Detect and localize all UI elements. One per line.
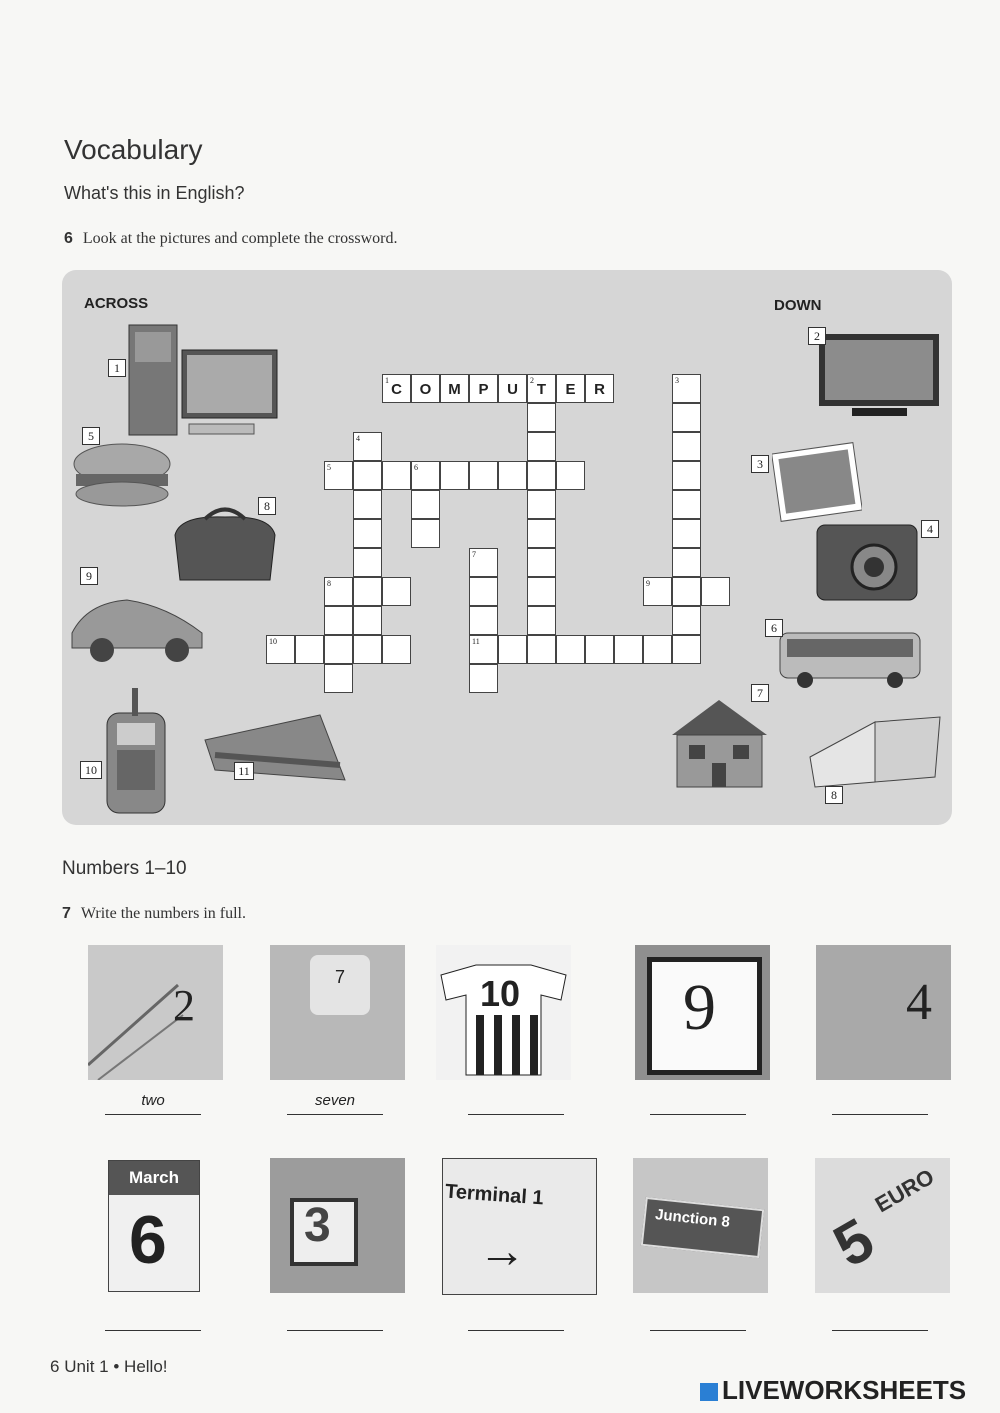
across-tag-10: 10: [80, 761, 102, 779]
shown-number: 7: [335, 967, 346, 987]
grid-cell[interactable]: [614, 635, 643, 664]
grid-cell[interactable]: 2 T: [527, 374, 556, 403]
grid-cell[interactable]: [527, 432, 556, 461]
exercise-number: 7: [62, 905, 71, 922]
shown-number: 3: [304, 1199, 331, 1252]
grid-cell[interactable]: [672, 548, 701, 577]
down-tag-8: 8: [825, 786, 843, 804]
number-picture-keyboard: [270, 945, 405, 1080]
grid-cell[interactable]: [643, 635, 672, 664]
grid-cell[interactable]: [498, 461, 527, 490]
grid-cell[interactable]: 3: [672, 374, 701, 403]
grid-cell[interactable]: [353, 577, 382, 606]
grid-cell[interactable]: [672, 635, 701, 664]
grid-cell[interactable]: [527, 490, 556, 519]
grid-cell[interactable]: 1 C: [382, 374, 411, 403]
grid-cell[interactable]: [324, 635, 353, 664]
brand-text: LIVEWORKSHEETS: [722, 1375, 967, 1405]
phone-picture: [102, 688, 177, 818]
grid-cell[interactable]: [353, 606, 382, 635]
shown-number: 2: [173, 981, 195, 1030]
bag-picture: [170, 505, 280, 585]
book-picture: [805, 712, 945, 792]
grid-cell[interactable]: [556, 461, 585, 490]
computer-picture: [127, 320, 287, 450]
page-footer: [50, 1357, 168, 1377]
grid-cell[interactable]: [353, 490, 382, 519]
number-picture-junction: [633, 1158, 768, 1293]
grid-cell[interactable]: [672, 490, 701, 519]
grid-cell[interactable]: 8: [324, 577, 353, 606]
number-picture-plaque: [635, 945, 770, 1080]
answer-line[interactable]: seven: [287, 1092, 383, 1115]
down-heading: DOWN: [774, 297, 822, 314]
grid-cell[interactable]: [324, 664, 353, 693]
section-title: Vocabulary: [64, 134, 203, 165]
grid-cell[interactable]: [527, 606, 556, 635]
exercise-7-instruction: [62, 905, 246, 923]
photo-picture: [772, 442, 862, 522]
grid-cell[interactable]: 6: [411, 461, 440, 490]
grid-cell[interactable]: 7: [469, 548, 498, 577]
lesson-title: Hello!: [124, 1357, 168, 1376]
grid-cell[interactable]: 9: [643, 577, 672, 606]
shown-number: 5: [822, 1205, 885, 1280]
grid-cell[interactable]: [672, 577, 701, 606]
clock-graphic: [88, 945, 223, 1080]
shown-number: 9: [683, 971, 716, 1044]
exercise-text: Look at the pictures and complete the crossword.: [82, 230, 398, 247]
grid-cell[interactable]: [585, 635, 614, 664]
crossword-panel: [62, 270, 952, 825]
number-picture-sign: [270, 1158, 405, 1293]
unit-label: Unit 1: [64, 1357, 109, 1376]
grid-cell[interactable]: [469, 664, 498, 693]
grid-cell[interactable]: E: [556, 374, 585, 403]
down-tag-7: 7: [751, 684, 769, 702]
answer-line[interactable]: [287, 1308, 383, 1331]
liveworksheets-logo: [700, 1375, 966, 1406]
bus-picture: [775, 625, 925, 690]
grid-cell[interactable]: [672, 519, 701, 548]
answer-line[interactable]: [105, 1308, 201, 1331]
grid-cell[interactable]: [382, 461, 411, 490]
logo-icon: [700, 1383, 718, 1401]
grid-cell[interactable]: [382, 635, 411, 664]
footer-bullet: •: [113, 1357, 120, 1376]
grid-cell[interactable]: [353, 548, 382, 577]
sandwich-picture: [200, 710, 350, 800]
answer-line[interactable]: [832, 1092, 928, 1115]
grid-cell[interactable]: 11: [469, 635, 498, 664]
grid-cell[interactable]: O: [411, 374, 440, 403]
answer-line[interactable]: [468, 1308, 564, 1331]
grid-cell[interactable]: [527, 548, 556, 577]
answer-line[interactable]: [650, 1092, 746, 1115]
grid-cell[interactable]: [295, 635, 324, 664]
grid-cell[interactable]: [672, 432, 701, 461]
numbers-title: Numbers 1–10: [62, 858, 187, 879]
grid-cell[interactable]: [527, 403, 556, 432]
number-picture-terminal: [442, 1158, 597, 1295]
grid-cell[interactable]: [411, 519, 440, 548]
grid-cell[interactable]: [672, 606, 701, 635]
grid-cell[interactable]: [556, 635, 585, 664]
grid-cell[interactable]: [527, 577, 556, 606]
grid-cell[interactable]: [469, 577, 498, 606]
exercise-6-instruction: [64, 230, 397, 248]
grid-cell[interactable]: [527, 461, 556, 490]
shown-number: 4: [906, 974, 932, 1031]
grid-cell[interactable]: [672, 461, 701, 490]
across-tag-5: 5: [82, 427, 100, 445]
camera-picture: [812, 515, 922, 605]
across-tag-11: 11: [234, 762, 254, 780]
grid-cell[interactable]: [469, 461, 498, 490]
answer-line[interactable]: two: [105, 1092, 201, 1115]
grid-cell[interactable]: 5: [324, 461, 353, 490]
number-picture-banknote: [815, 1158, 950, 1293]
grid-cell[interactable]: [411, 490, 440, 519]
answer-line[interactable]: [468, 1092, 564, 1115]
grid-cell[interactable]: [672, 403, 701, 432]
grid-cell[interactable]: U: [498, 374, 527, 403]
euro-text: EURO: [870, 1163, 939, 1218]
grid-cell[interactable]: [527, 519, 556, 548]
answer-line[interactable]: [832, 1308, 928, 1331]
house-picture: [667, 695, 772, 790]
hamburger-picture: [72, 442, 172, 510]
grid-cell[interactable]: [324, 606, 353, 635]
terminal-sign-text: Terminal 1: [444, 1180, 545, 1210]
exercise-number: 6: [64, 230, 73, 247]
grid-cell[interactable]: [498, 635, 527, 664]
number-picture-shirt: [436, 945, 571, 1080]
number-picture-clock: [88, 945, 223, 1080]
tv-picture: [817, 332, 942, 422]
across-tag-8: 8: [258, 497, 276, 515]
grid-cell[interactable]: R: [585, 374, 614, 403]
down-tag-6: 6: [765, 619, 783, 637]
section-subtitle: What's this in English?: [64, 183, 245, 203]
across-heading: ACROSS: [84, 295, 149, 312]
answer-line[interactable]: [650, 1308, 746, 1331]
page-number: 6: [50, 1357, 60, 1376]
car-picture: [67, 588, 207, 668]
down-tag-2: 2: [808, 327, 826, 345]
grid-cell[interactable]: [527, 635, 556, 664]
junction-sign-text: Junction 8: [654, 1206, 731, 1231]
grid-cell[interactable]: [440, 461, 469, 490]
grid-cell[interactable]: [469, 606, 498, 635]
calendar-month: March: [109, 1161, 199, 1195]
grid-cell[interactable]: P: [469, 374, 498, 403]
grid-cell[interactable]: [353, 635, 382, 664]
exercise-text: Write the numbers in full.: [80, 905, 246, 922]
shown-number: 10: [480, 973, 521, 1014]
arrow-right-icon: →: [478, 1225, 526, 1278]
across-tag-9: 9: [80, 567, 98, 585]
across-tag-1: 1: [108, 359, 126, 377]
number-picture-calendar: [108, 1160, 200, 1292]
number-picture-stairs: [816, 945, 951, 1080]
grid-cell[interactable]: 4: [353, 432, 382, 461]
shown-number: 6: [129, 1202, 167, 1278]
grid-cell[interactable]: M: [440, 374, 469, 403]
down-tag-3: 3: [751, 455, 769, 473]
down-tag-4: 4: [921, 520, 939, 538]
grid-cell[interactable]: [353, 461, 382, 490]
grid-cell[interactable]: [701, 577, 730, 606]
grid-cell[interactable]: 10: [266, 635, 295, 664]
grid-cell[interactable]: [353, 519, 382, 548]
grid-cell[interactable]: [382, 577, 411, 606]
